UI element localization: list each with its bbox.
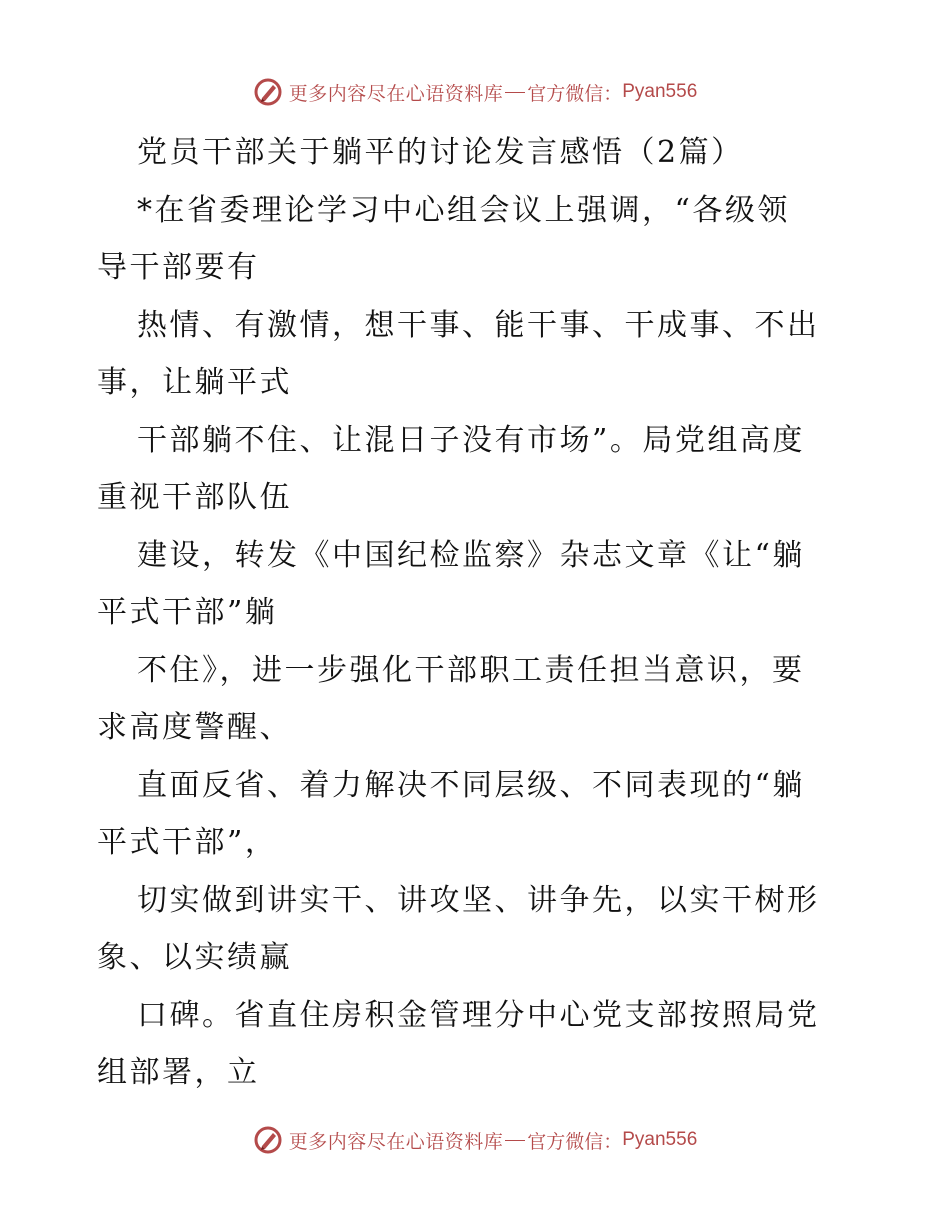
text-line: 平式干部”躺	[97, 595, 278, 630]
text-line: 重视干部队伍	[97, 480, 292, 515]
text-line: 组部署，立	[97, 1055, 260, 1090]
document-body	[97, 124, 857, 1102]
text-line: 求高度警醒、	[97, 710, 292, 745]
text-line: 导干部要有	[97, 250, 260, 285]
header-banner	[0, 72, 950, 112]
banner-separator	[505, 1140, 525, 1141]
text-line: 切实做到讲实干、讲攻坚、讲争先，以实干树形	[137, 882, 820, 918]
banner-text: 更多内容尽在心语资料库	[288, 82, 504, 105]
banner-wechat-id: Pyan556	[622, 81, 698, 102]
text-line: 事，让躺平式	[97, 365, 292, 400]
banner-wechat-label: 官方微信：	[527, 1130, 623, 1153]
text-line: 干部躺不住、让混日子没有市场”。局党组高度	[137, 422, 805, 458]
footer-banner	[0, 1120, 950, 1160]
text-line: 口碑。省直住房积金管理分中心党支部按照局党	[137, 997, 820, 1033]
pen-circle-logo-icon	[253, 1125, 283, 1155]
text-line: 不住》，进一步强化干部职工责任担当意识，要	[137, 652, 805, 688]
text-line: 直面反省、着力解决不同层级、不同表现的“躺	[137, 767, 805, 803]
banner-wechat-id: Pyan556	[622, 1129, 698, 1150]
banner-separator	[505, 92, 525, 93]
banner-text: 更多内容尽在心语资料库	[288, 1130, 504, 1153]
text-line: 热情、有激情，想干事、能干事、干成事、不出	[137, 307, 820, 343]
text-line: 建设，转发《中国纪检监察》杂志文章《让“躺	[137, 537, 805, 573]
banner-wechat-label: 官方微信：	[527, 82, 623, 105]
text-line: 象、以实绩赢	[97, 940, 292, 975]
text-line: 平式干部”，	[97, 825, 278, 860]
text-line: *在省委理论学习中心组会议上强调，“各级领	[137, 192, 790, 228]
pen-circle-logo-icon	[253, 77, 283, 107]
document-title: 党员干部关于躺平的讨论发言感悟（2篇）	[137, 135, 744, 170]
